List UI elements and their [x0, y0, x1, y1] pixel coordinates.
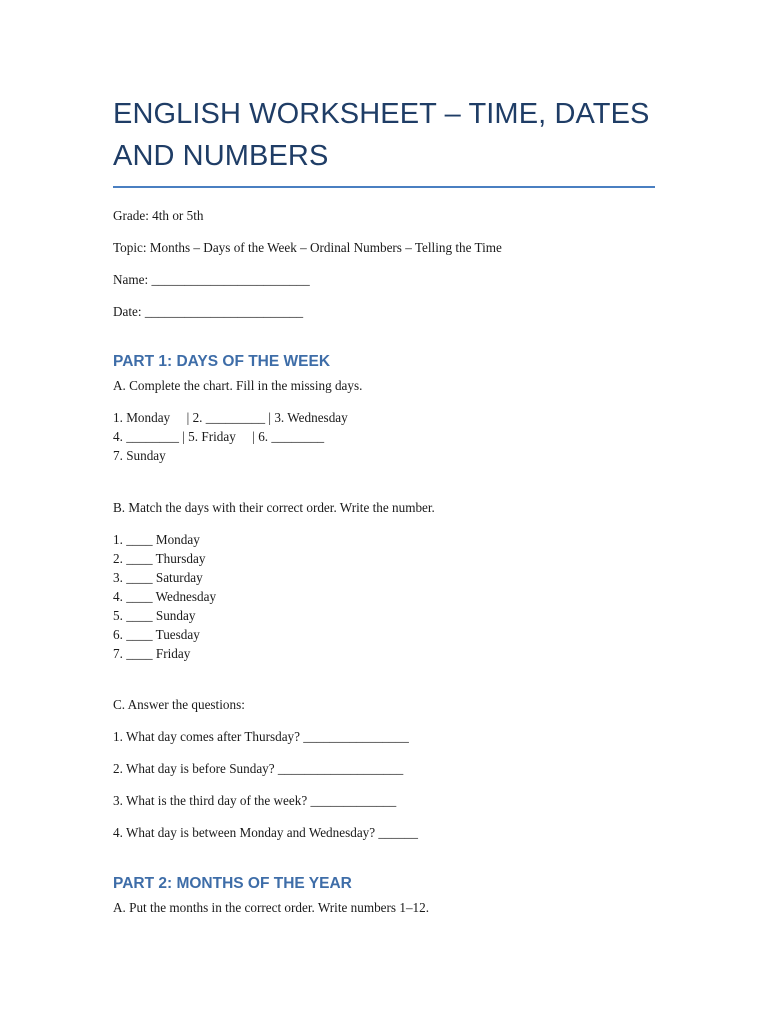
title-line-2: AND NUMBERS [113, 140, 329, 172]
date-field-line: Date: ________________________ [113, 304, 304, 319]
topic-line: Topic: Months – Days of the Week – Ordinal Numbers – Telling the Time [113, 240, 502, 255]
worksheet-title [113, 93, 655, 177]
list-item: 7. ____ Friday [113, 646, 191, 661]
days-order-list [113, 530, 655, 663]
list-item: 5. ____ Sunday [113, 608, 196, 623]
part2-a-instruction: A. Put the months in the correct order. Write numbers 1–12. [113, 900, 430, 915]
part1-c-instruction: C. Answer the questions: [113, 697, 245, 712]
part1-b-instruction: B. Match the days with their correct order. Write the number. [113, 500, 435, 515]
days-chart-line: 1. Monday | 2. _________ | 3. Wednesday [113, 410, 348, 425]
days-chart-line: 4. ________ | 5. Friday | 6. ________ [113, 429, 325, 444]
grade-line: Grade: 4th or 5th [113, 208, 204, 223]
list-item: 1. ____ Monday [113, 532, 200, 547]
days-chart-line: 7. Sunday [113, 448, 166, 463]
list-item: 3. ____ Saturday [113, 570, 203, 585]
part1-heading: PART 1: DAYS OF THE WEEK [113, 353, 331, 370]
days-chart [113, 408, 655, 465]
list-item: 2. ____ Thursday [113, 551, 206, 566]
part1-a-instruction: A. Complete the chart. Fill in the missing days. [113, 378, 363, 393]
list-item: 6. ____ Tuesday [113, 627, 200, 642]
list-item: 4. ____ Wednesday [113, 589, 217, 604]
worksheet-page [113, 93, 655, 917]
part2-heading: PART 2: MONTHS OF THE YEAR [113, 875, 352, 892]
title-line-1: ENGLISH WORKSHEET – TIME, DATES [113, 98, 650, 130]
question-line: 3. What is the third day of the week? _____________ [113, 793, 397, 808]
title-underline [113, 186, 655, 188]
question-line: 1. What day comes after Thursday? ________________ [113, 729, 409, 744]
question-line: 4. What day is between Monday and Wednesday? ______ [113, 825, 418, 840]
name-field-line: Name: ________________________ [113, 272, 310, 287]
question-line: 2. What day is before Sunday? ___________________ [113, 761, 404, 776]
